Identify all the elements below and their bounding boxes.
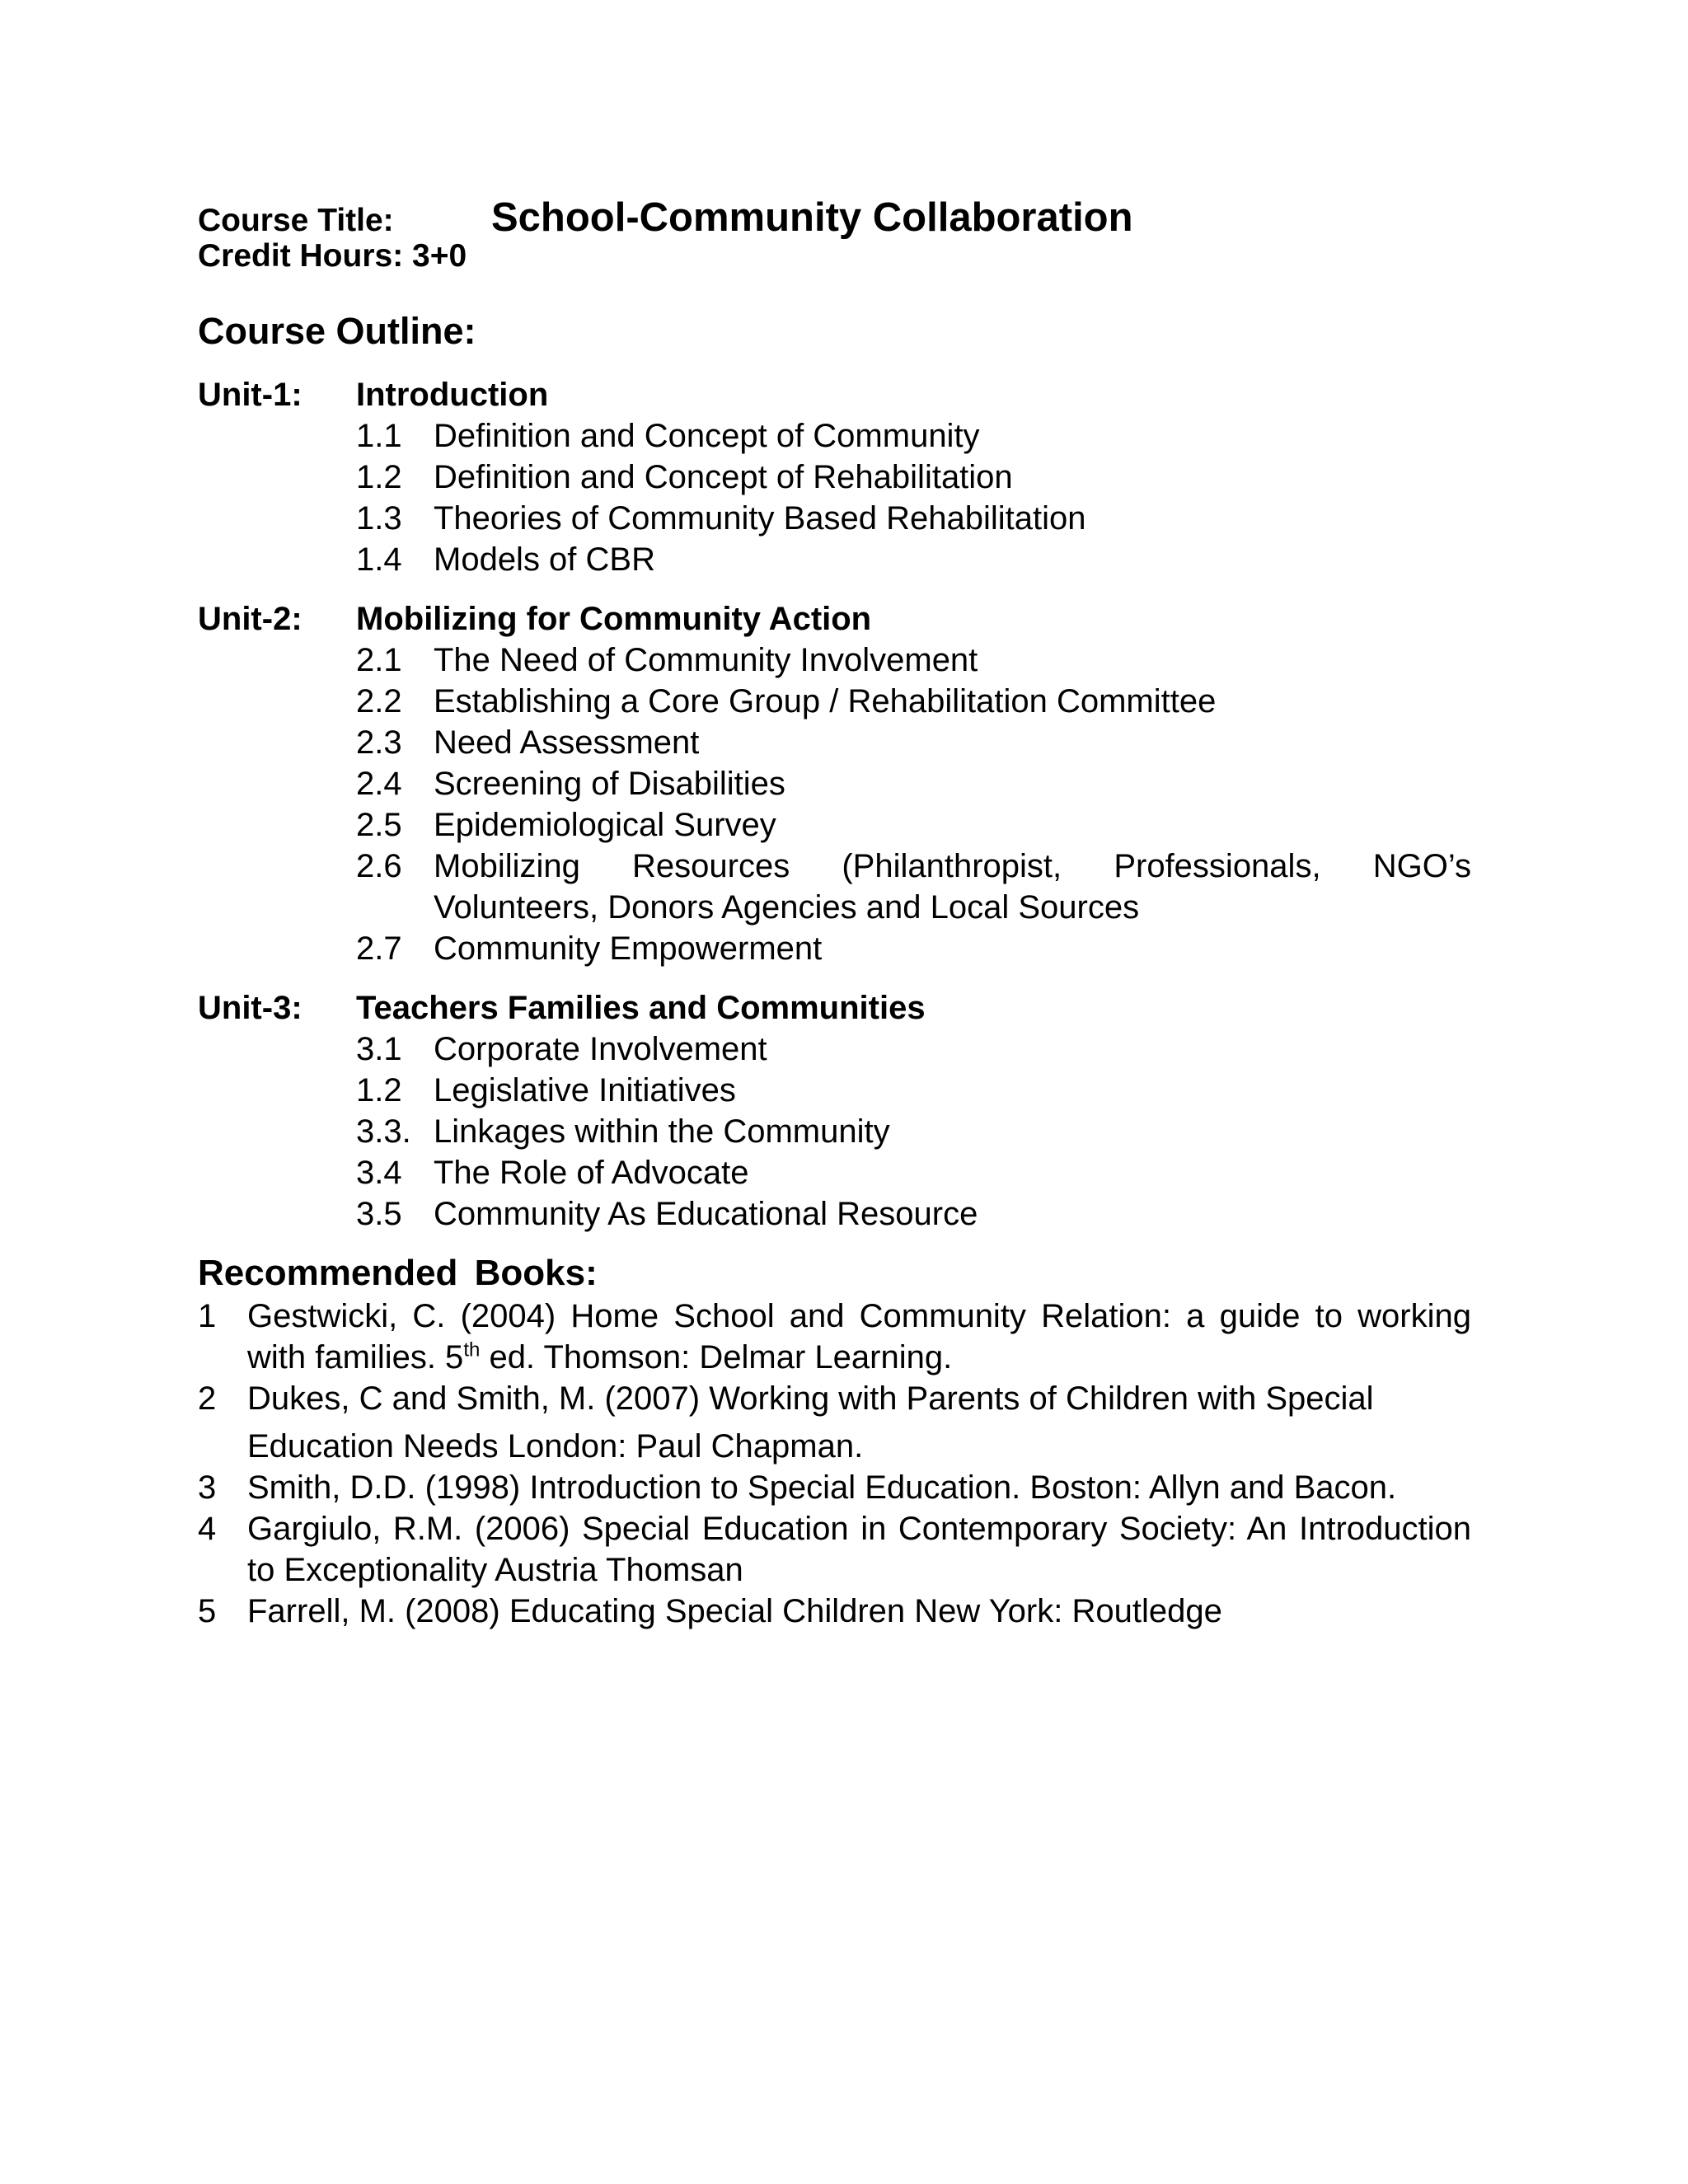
topic-item [356, 498, 1471, 539]
book-citation-part: Gestwicki, C. (2004) Home School and Community Relation: a guide to working with families. 5 [247, 1298, 1471, 1376]
topic-number: 1.2 [356, 459, 402, 495]
topic-item [356, 846, 1471, 928]
topic-item [356, 1029, 1471, 1070]
topic-number: 2.6 [356, 848, 402, 884]
unit-heading [198, 598, 1471, 640]
topic-item [356, 1193, 1471, 1235]
unit-1 [198, 374, 1471, 580]
book-number: 4 [198, 1511, 217, 1547]
book-citation-part: ed. Thomson: Delmar Learning. [480, 1339, 953, 1376]
course-title-row [198, 194, 1471, 240]
topic-item [356, 722, 1471, 763]
topic-number: 2.3 [356, 724, 402, 761]
topic-text: The Need of Community Involvement [434, 642, 978, 678]
topic-item [356, 681, 1471, 722]
recommended-books-heading: Recommended Books: [198, 1253, 598, 1293]
topic-item [356, 415, 1471, 457]
topic-text: Screening of Disabilities [434, 766, 785, 802]
topic-number: 3.1 [356, 1031, 402, 1067]
topic-text: Corporate Involvement [434, 1031, 767, 1067]
ordinal-suffix: th [463, 1338, 481, 1361]
topic-number: 1.3 [356, 500, 402, 537]
book-citation: Smith, D.D. (1998) Introduction to Special Education. Boston: Allyn and Bacon. [247, 1469, 1397, 1506]
topic-number: 2.7 [356, 930, 402, 967]
topic-item [356, 457, 1471, 498]
book-item [198, 1508, 1471, 1591]
topic-number: 3.5 [356, 1196, 402, 1232]
topic-number: 1.4 [356, 541, 402, 578]
topic-item [356, 1152, 1471, 1193]
topic-text: Establishing a Core Group / Rehabilitation Committee [434, 683, 1217, 719]
book-citation: Farrell, M. (2008) Educating Special Children New York: Routledge [247, 1593, 1222, 1629]
book-citation [247, 1378, 1471, 1467]
topic-list [198, 640, 1471, 969]
credit-hours: Credit Hours: 3+0 [198, 238, 467, 274]
topic-item [356, 1070, 1471, 1111]
book-citation [247, 1296, 1471, 1378]
book-citation: Gargiulo, R.M. (2006) Special Education in Contemporary Society: An Introduction to Exceptionality Austria Thomsan [247, 1511, 1471, 1588]
topic-text: Definition and Concept of Community [434, 418, 980, 454]
book-number: 5 [198, 1593, 217, 1629]
book-item [198, 1296, 1471, 1378]
topic-text: Community As Educational Resource [434, 1196, 978, 1232]
book-citation-line: Dukes, C and Smith, M. (2007) Working with Parents of Children with Special [247, 1380, 1374, 1417]
unit-title: Mobilizing for Community Action [356, 601, 872, 637]
topic-list [198, 1029, 1471, 1235]
topic-text: Models of CBR [434, 541, 655, 578]
topic-number: 1.1 [356, 418, 402, 454]
topic-number: 2.1 [356, 642, 402, 678]
unit-title: Introduction [356, 377, 549, 413]
topic-number: 2.5 [356, 807, 402, 843]
topic-number: 3.3. [356, 1113, 411, 1150]
topic-text: Community Empowerment [434, 930, 823, 967]
topic-number: 1.2 [356, 1072, 402, 1108]
course-title-label: Course Title: [198, 203, 394, 238]
topic-item [356, 928, 1471, 969]
book-item [198, 1378, 1471, 1467]
book-item [198, 1591, 1471, 1632]
unit-heading [198, 374, 1471, 415]
book-number: 2 [198, 1380, 217, 1417]
topic-text: Need Assessment [434, 724, 700, 761]
topic-text: Theories of Community Based Rehabilitation [434, 500, 1086, 537]
unit-label: Unit-3: [198, 990, 302, 1026]
unit-label: Unit-2: [198, 601, 302, 637]
unit-2 [198, 598, 1471, 969]
topic-number: 2.2 [356, 683, 402, 719]
topic-text: Definition and Concept of Rehabilitation [434, 459, 1013, 495]
book-number: 1 [198, 1298, 217, 1334]
topic-list [198, 415, 1471, 580]
unit-title: Teachers Families and Communities [356, 990, 926, 1026]
unit-3 [198, 987, 1471, 1235]
topic-number: 2.4 [356, 766, 402, 802]
topic-text: The Role of Advocate [434, 1155, 749, 1191]
book-number: 3 [198, 1469, 217, 1506]
topic-item [356, 640, 1471, 681]
topic-item [356, 539, 1471, 580]
course-outline-heading: Course Outline: [198, 310, 476, 352]
topic-text: Linkages within the Community [434, 1113, 890, 1150]
topic-text: Legislative Initiatives [434, 1072, 736, 1108]
unit-heading [198, 987, 1471, 1029]
topic-number: 3.4 [356, 1155, 402, 1191]
unit-label: Unit-1: [198, 377, 302, 413]
topic-item [356, 1111, 1471, 1152]
topic-item [356, 763, 1471, 804]
document-page [198, 194, 1471, 1632]
book-citation-line: Education Needs London: Paul Chapman. [247, 1428, 864, 1465]
course-title-value: School-Community Collaboration [491, 195, 1133, 240]
book-item [198, 1467, 1471, 1508]
book-list [198, 1296, 1471, 1632]
topic-item [356, 804, 1471, 846]
topic-text: Epidemiological Survey [434, 807, 776, 843]
topic-text: Mobilizing Resources (Philanthropist, Professionals, NGO’s Volunteers, Donors Agencies and Local Sources [434, 848, 1471, 926]
